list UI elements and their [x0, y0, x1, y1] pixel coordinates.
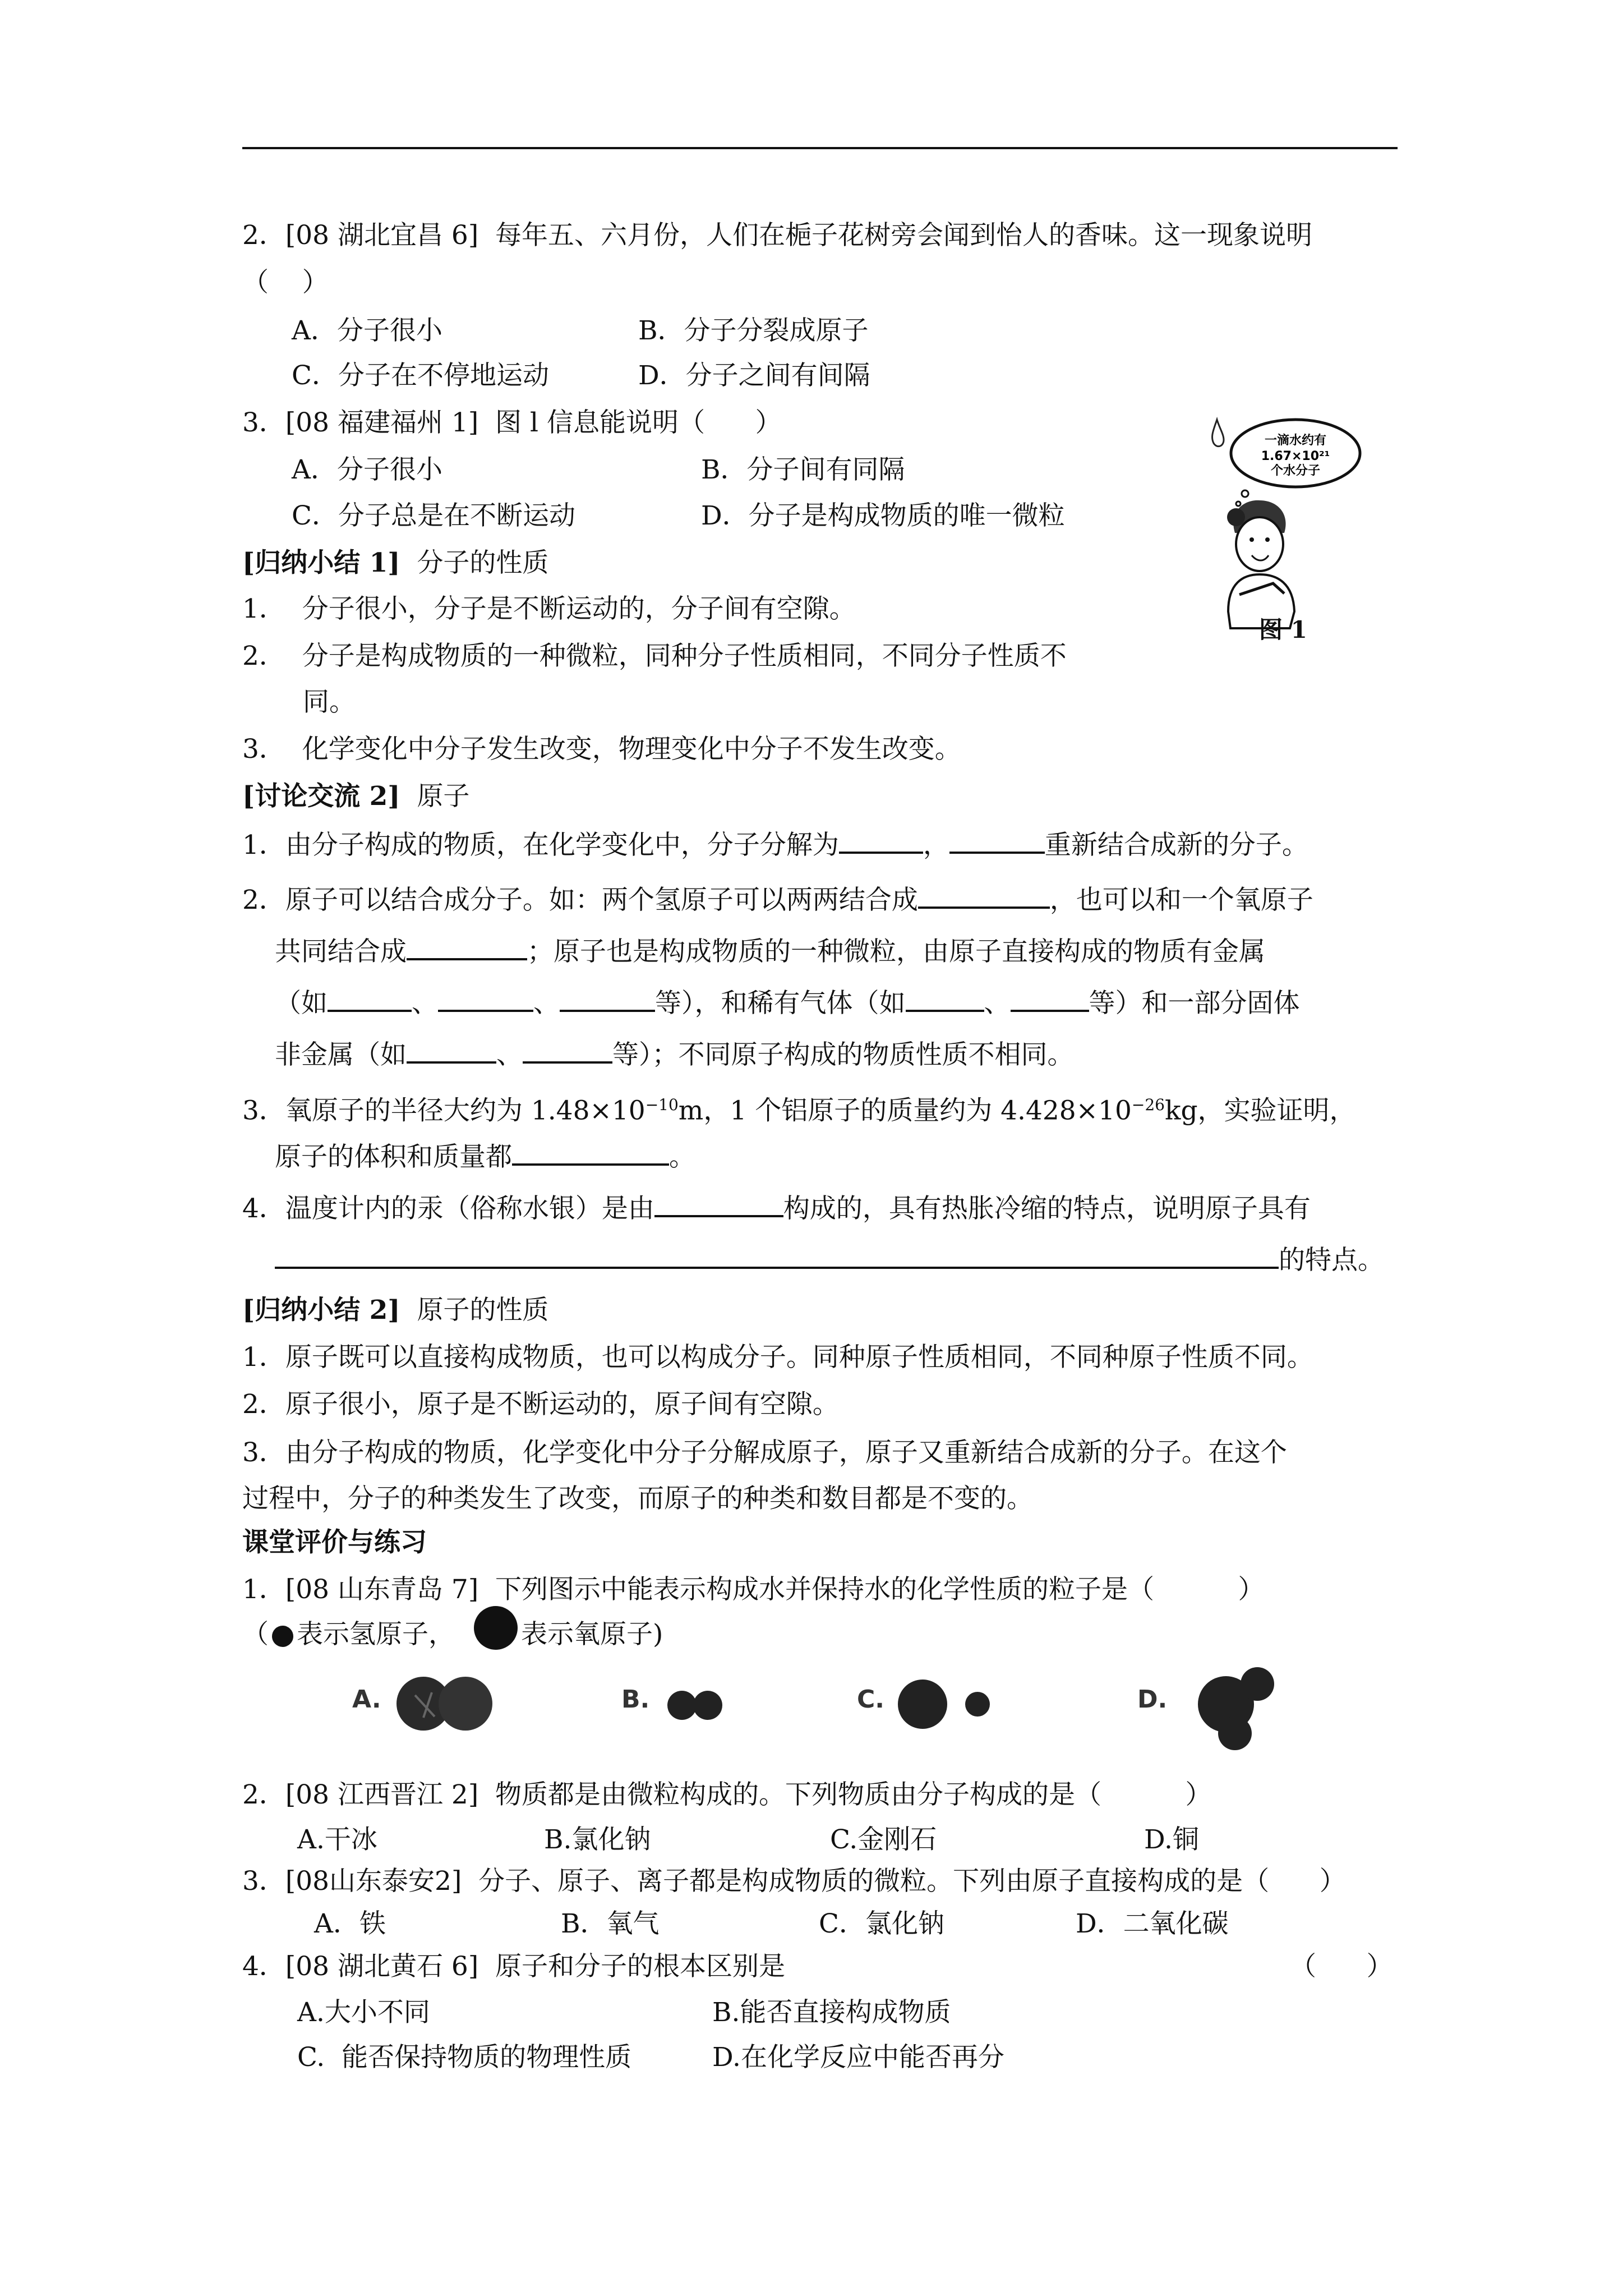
summary-1-item-3: 3． 化学变化中分子发生改变，物理变化中分子不发生改变。 — [242, 734, 961, 765]
question-2-option-a: A．分子很小 — [292, 315, 442, 346]
text-segment: 表示氧原子) — [521, 1619, 663, 1650]
question-3-option-b: B．分子间有同隔 — [701, 454, 905, 485]
discussion-2-item-2-line-2 — [275, 933, 1265, 969]
molecule-option-c[interactable] — [895, 1676, 995, 1732]
figure-1-caption: 图 1 — [1259, 616, 1307, 643]
molecule-option-b-label: B. — [621, 1685, 650, 1714]
question-2-option-d: D．分子之间有间隔 — [638, 360, 870, 391]
blank-4[interactable] — [407, 933, 527, 960]
text-segment: 、 — [533, 988, 560, 1019]
practice-q3-option-a: A．铁 — [314, 1908, 386, 1939]
blank-1[interactable] — [839, 827, 923, 854]
practice-q3-option-b: B．氧气 — [561, 1908, 660, 1939]
practice-q2-option-b: B.氯化钠 — [544, 1824, 651, 1855]
blank-8[interactable] — [906, 985, 984, 1012]
practice-q1-legend — [242, 1618, 663, 1651]
text-segment: 3．氧原子的半径大约为 1.48×10 — [242, 1095, 645, 1126]
text-segment: 4．温度计内的汞（俗称水银）是由 — [242, 1193, 654, 1224]
text-segment: 构成的，具有热胀冷缩的特点，说明原子具有 — [783, 1193, 1311, 1224]
text-segment: 非金属（如 — [275, 1039, 407, 1070]
text-segment: 等）；不同原子构成的物质性质不相同。 — [612, 1039, 1074, 1070]
practice-q2-option-c: C.金刚石 — [830, 1824, 937, 1855]
question-3-option-c: C．分子总是在不断运动 — [292, 500, 575, 531]
text-segment: 等）和一部分固体 — [1089, 988, 1300, 1019]
blank-7[interactable] — [560, 985, 655, 1012]
bubble-text-2: 1.67×10²¹ — [1261, 449, 1330, 463]
text-segment: ，也可以和一个氧原子 — [1049, 885, 1313, 915]
molecule-option-a[interactable] — [390, 1673, 502, 1734]
text-segment: 等），和稀有气体（如 — [655, 988, 906, 1019]
text-segment: 2．原子可以结合成分子。如：两个氢原子可以两两结合成 — [242, 885, 918, 915]
discussion-2-item-2-line-3 — [275, 985, 1300, 1020]
blank-5[interactable] — [328, 985, 412, 1012]
practice-q4-stem: 4．[08 湖北黄石 6] 原子和分子的根本区别是 — [242, 1951, 786, 1982]
summary-1-item-1: 1． 分子很小，分子是不断运动的，分子间有空隙。 — [242, 593, 856, 624]
molecule-option-c-label: C. — [857, 1685, 885, 1714]
molecule-option-a-label: A. — [352, 1685, 381, 1714]
practice-q4-option-a: A.大小不同 — [297, 1997, 430, 2028]
blank-14[interactable] — [275, 1242, 1279, 1269]
exponent: −10 — [645, 1096, 679, 1114]
text-segment: 、 — [984, 988, 1011, 1019]
blank-9[interactable] — [1011, 985, 1089, 1012]
summary-1-subtitle: 分子的性质 — [417, 547, 549, 578]
exponent: −26 — [1131, 1096, 1165, 1114]
practice-q3-option-d: D．二氧化碳 — [1076, 1908, 1229, 1939]
summary-2-item-3-cont: 过程中，分子的种类发生了改变，而原子的种类和数目都是不变的。 — [242, 1483, 1033, 1514]
discussion-2-item-3-line-2 — [275, 1139, 695, 1174]
molecule-option-d[interactable] — [1183, 1659, 1284, 1755]
blank-11[interactable] — [523, 1037, 612, 1064]
practice-q1-stem: 1．[08 山东青岛 7] 下列图示中能表示构成水并保持水的化学性质的粒子是（ ） — [242, 1574, 1265, 1605]
practice-q4-option-d: D.在化学反应中能否再分 — [712, 2042, 1004, 2073]
text-segment: （如 — [275, 988, 328, 1019]
question-2-paren: （ ） — [242, 267, 329, 298]
summary-1-title: [归纳小结 1] — [242, 547, 400, 578]
practice-q4-option-c: C. 能否保持物质的物理性质 — [297, 2042, 632, 2073]
text-segment: 表示氢原子， — [297, 1619, 455, 1650]
bubble-text-1: 一滴水约有 — [1264, 434, 1327, 448]
discussion-2-item-1 — [242, 827, 1308, 862]
discussion-2-item-3 — [242, 1088, 1356, 1128]
text-segment: 的特点。 — [1279, 1245, 1384, 1276]
hydrogen-atom-icon — [272, 1626, 293, 1647]
discussion-2-item-2-line-4 — [275, 1037, 1074, 1072]
text-segment: （ — [242, 1619, 269, 1650]
text-segment: 、 — [412, 988, 438, 1019]
practice-q3-stem: 3．[08山东泰安2] 分子、原子、离子都是构成物质的微粒。下列由原子直接构成的是（ ） — [242, 1866, 1346, 1897]
summary-2-title: [归纳小结 2] — [242, 1295, 400, 1326]
question-2-option-b: B．分子分裂成原子 — [638, 315, 869, 346]
discussion-2-title: [讨论交流 2] — [242, 781, 400, 812]
practice-q4-paren: （ ） — [1290, 1951, 1393, 1982]
summary-1-heading — [242, 546, 548, 580]
bubble-text-3: 个水分子 — [1270, 464, 1321, 478]
question-2-stem: 2．[08 湖北宜昌 6] 每年五、六月份，人们在梔子花树旁会闻到怡人的香味。这一现象说明 — [242, 220, 1313, 251]
molecule-option-b[interactable] — [662, 1686, 729, 1725]
text-segment: 重新结合成新的分子。 — [1044, 830, 1308, 861]
text-segment: kg，实验证明， — [1164, 1095, 1356, 1126]
discussion-2-item-2 — [242, 882, 1313, 917]
summary-1-item-2-cont: 同。 — [303, 687, 356, 717]
question-3-option-d: D．分子是构成物质的唯一微粒 — [701, 500, 1065, 531]
text-segment: 、 — [496, 1039, 523, 1070]
blank-13[interactable] — [654, 1190, 783, 1217]
summary-1-item-2: 2． 分子是构成物质的一种微粒，同种分子性质相同，不同分子性质不 — [242, 641, 1067, 671]
blank-6[interactable] — [438, 985, 533, 1012]
question-3-stem: 3．[08 福建福州 1] 图 l 信息能说明（ ） — [242, 407, 782, 438]
text-segment: 共同结合成 — [275, 936, 407, 967]
text-segment: 原子的体积和质量都 — [275, 1142, 512, 1172]
practice-q2-stem: 2．[08 江西晋江 2] 物质都是由微粒构成的。下列物质由分子构成的是（ ） — [242, 1779, 1212, 1810]
question-2-option-c: C．分子在不停地运动 — [292, 360, 549, 391]
summary-2-item-3: 3．由分子构成的物质，化学变化中分子分解成原子，原子又重新结合成新的分子。在这个 — [242, 1437, 1287, 1468]
text-segment: 。 — [669, 1142, 695, 1172]
discussion-2-heading — [242, 780, 469, 813]
summary-2-item-2: 2．原子很小，原子是不断运动的，原子间有空隙。 — [242, 1389, 839, 1420]
practice-q2-option-d: D.铜 — [1144, 1824, 1199, 1855]
question-3-option-a: A．分子很小 — [292, 454, 442, 485]
practice-q2-option-a: A.干冰 — [297, 1824, 377, 1855]
header-rule — [242, 147, 1398, 149]
summary-2-heading — [242, 1294, 548, 1327]
discussion-2-item-4-line-2 — [275, 1242, 1384, 1277]
blank-12[interactable] — [512, 1139, 669, 1166]
blank-10[interactable] — [407, 1037, 496, 1064]
blank-2[interactable] — [949, 827, 1045, 854]
text-segment: 1．由分子构成的物质，在化学变化中，分子分解为 — [242, 830, 839, 861]
discussion-2-item-4 — [242, 1190, 1311, 1226]
text-segment: ， — [923, 830, 949, 861]
molecule-option-d-label: D. — [1137, 1685, 1168, 1714]
summary-2-subtitle: 原子的性质 — [417, 1295, 549, 1326]
text-segment: m，1 个铝原子的质量约为 4.428×10 — [678, 1095, 1132, 1126]
practice-title: 课堂评价与练习 — [242, 1527, 427, 1558]
discussion-2-subtitle: 原子 — [417, 781, 470, 812]
practice-q4-option-b: B.能否直接构成物质 — [712, 1997, 951, 2028]
blank-3[interactable] — [918, 882, 1050, 909]
oxygen-atom-icon — [474, 1606, 518, 1650]
summary-2-item-1: 1．原子既可以直接构成物质，也可以构成分子。同种原子性质相同，不同种原子性质不同。 — [242, 1342, 1313, 1373]
text-segment: ；原子也是构成物质的一种微粒，由原子直接构成的物质有金属 — [527, 936, 1265, 967]
practice-q3-option-c: C．氯化钠 — [819, 1908, 944, 1939]
